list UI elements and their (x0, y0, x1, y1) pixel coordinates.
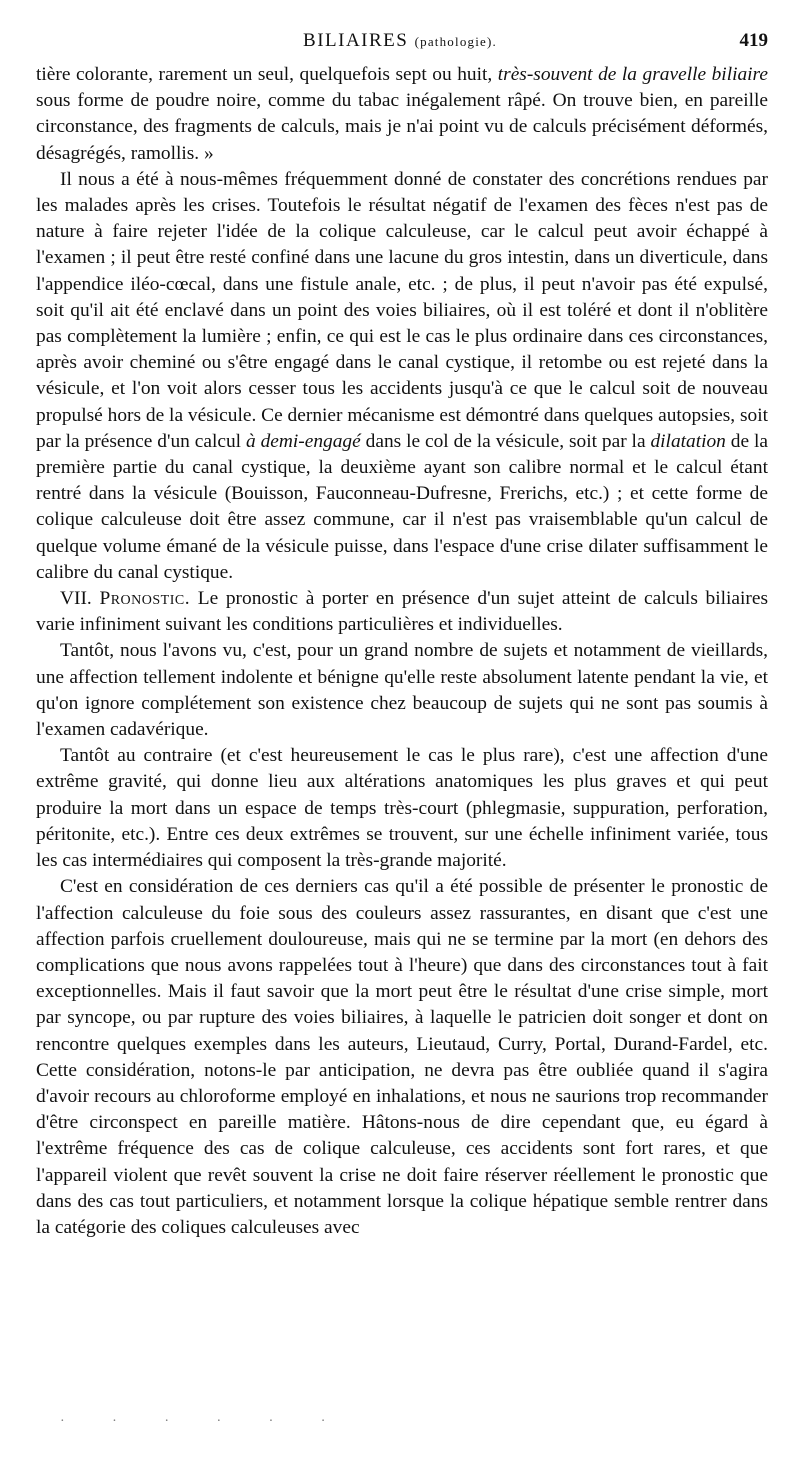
text-run: tière colorante, rarement un seul, quelquefois sept ou huit, (36, 64, 498, 85)
italic-run: dilatation (650, 430, 726, 452)
italic-run: à demi-engagé (245, 430, 361, 452)
header-title-text: BILIAIRES (303, 30, 409, 51)
text-run: C'est en considération de ces derniers cas qu'il a été possible de présenter le pronostic de l'affection calculeuse du foie sous des couleurs assez rassurantes, en disant que c'est une affection parfois cruellement douloureuse, mais qui ne se termine par la mort (en dehors des complications que nous avons rappelées tout à l'heure) que dans des circonstances tout à fait exceptionnelles. Mais il faut savoir que la mort peut être le résultat d'une crise simple, mort par syncope, ou par rupture des voies biliaires, à laquelle le patricien doit songer et dont on rencontre quelques exemples dans les auteurs, Lieutaud, Curry, Portal, Durand-Fardel, etc. Cette considération, notons-le par anticipation, ne devra pas être oubliée quand il s'agira d'avoir recours au chloroforme employé en inhalations, et nous ne saurions trop recommander d'être circonspect en pareille matière. Hâtons-nous de dire cependant que, eu égard à l'extrême fréquence des cas de colique calculeuse, ces accidents sont fort rares, et que l'appareil violent que revêt souvent la crise ne doit faire réserver réellement le pronostic que dans des cas tout particuliers, et notamment lorsque la colique hépatique semble rentrer dans la catégorie des coliques calculeuses avec (36, 876, 768, 1238)
paragraph (36, 638, 768, 743)
text-run: Il nous a été à nous-mêmes fréquemment donné de constater des concrétions rendues par les malades après les crises. Toutefois le résultat négatif de l'examen des fèces n'est pas de nature à faire rejeter l'idée de la colique calculeuse, car le calcul peut avoir échappé à l'examen ; il peut être resté confiné dans une lacune du gros intestin, dans un diverticule, dans l'appendice iléo-cœcal, dans une fistule anale, etc. ; de plus, il peut n'avoir pas été expulsé, soit qu'il ait été enclavé dans un point des voies biliaires, où il est toléré et dont il n'oblitère pas complètement la lumière ; enfin, ce qui est le cas le plus ordinaire dans ces circonstances, après avoir cheminé ou s'être engagé dans le canal cystique, il retombe ou est rejeté dans la vésicule, et l'on voit alors cesser tous les accidents jusqu'à ce que le calcul soit de nouveau propulsé hors de la vésicule. Ce dernier mécanisme est démontré dans quelques autopsies, soit par la présence d'un calcul (36, 168, 768, 452)
body-text (36, 62, 768, 1241)
page-header-title (0, 30, 800, 52)
footer-dots: · · · · · · (60, 1414, 348, 1429)
page-number: 419 (739, 30, 768, 51)
paragraph (36, 586, 768, 638)
text-run: sous forme de poudre noire, comme du tabac inégalement râpé. On trouve bien, en pareille circonstance, des fragments de calculs, mais je n'ai point vu de calculs précisément déformés, désagrégés, ramollis. » (36, 90, 768, 164)
paragraph (36, 167, 768, 586)
running-head (0, 30, 800, 56)
text-run: Tantôt, nous l'avons vu, c'est, pour un grand nombre de sujets et notamment de vieillards, une affection tellement indolente et bénigne qu'elle reste absolument latente pendant la vie, et qu'on ignore complétement son existence chez beaucoup de sujets qui ne sont pas soumis à l'examen cadavérique. (36, 640, 768, 741)
text-run: Tantôt au contraire (et c'est heureusement le cas le plus rare), c'est une affection d'une extrême gravité, qui donne lieu aux altérations anatomiques les plus graves et qui peut produire la mort dans un espace de temps très-court (phlegmasie, suppuration, perforation, péritonite, etc.). Entre ces deux extrêmes se trouvent, sur une échelle infiniment variée, tous les cas intermédiaires qui composent la très-grande majorité. (36, 745, 768, 872)
section-heading: Pronostic. (99, 588, 191, 610)
paragraph (36, 62, 768, 167)
italic-run: très-souvent de la gravelle biliaire (497, 64, 768, 85)
text-run: de la première partie du canal cystique, la deuxième ayant son calibre normal et le calcul étant rentré dans la vésicule (Bouisson, Fauconneau-Dufresne, Frerichs, etc.) ; et cette forme de colique calculeuse doit être assez commune, car il n'est pas vraisemblable qu'un calcul de quelque volume émané de la vésicule puisse, dans l'espace d'une crise dilater suffisamment le calibre du canal cystique. (36, 430, 768, 583)
text-run: dans le col de la vésicule, soit par la (360, 430, 651, 452)
text-run: VII. (60, 588, 100, 610)
paragraph (36, 743, 768, 874)
text-run: Le pronostic à porter en présence d'un sujet atteint de calculs biliaires varie infiniment suivant les conditions particulières et individuelles. (36, 588, 768, 636)
paragraph (36, 874, 768, 1241)
header-subtitle-text: (pathologie). (414, 34, 497, 49)
